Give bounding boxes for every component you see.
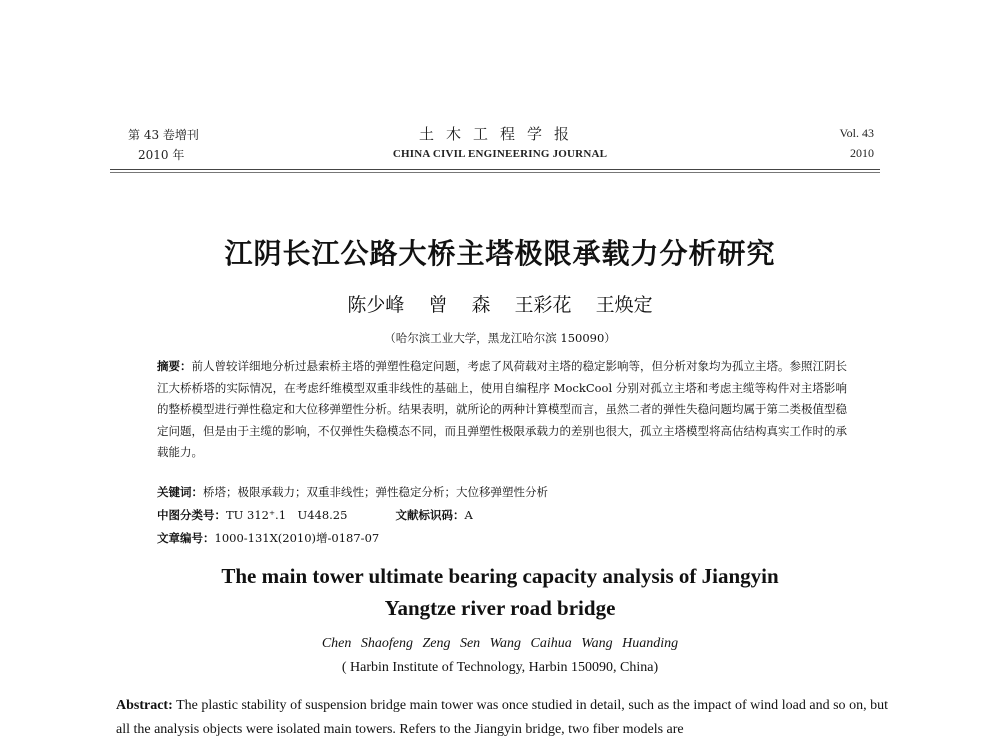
keywords-cn xyxy=(157,484,847,500)
paper-title-en-line1: The main tower ultimate bearing capacity analysis of Jiangyin xyxy=(221,564,779,588)
journal-name-en: CHINA CIVIL ENGINEERING JOURNAL xyxy=(392,148,608,160)
paper-title-cn: 江阴长江公路大桥主塔极限承载力分析研究 xyxy=(224,237,776,270)
volume-label-en: Vol. 43 xyxy=(839,126,874,140)
keywords-cn-text: 桥塔；极限承载力；双重非线性；弹性稳定分析；大位移弹塑性分析 xyxy=(203,485,548,499)
journal-name-cn: 土木工程学报 xyxy=(418,125,581,143)
authors-cn: 陈少峰 曾 森 王彩花 王焕定 xyxy=(347,294,653,316)
abstract-cn-text: 前人曾较详细地分析过悬索桥主塔的弹塑性稳定问题，考虑了风荷载对主塔的稳定影响等，但分析对象均为孤立主塔。参照江阴长江大桥桥塔的实际情况，在考虑纤维模型双重非线性的基础上，使用自编程序 MockCool 分别对孤立主塔和考虑主缆等构件对主塔影响的整桥模型进行弹性稳定和大位移弹塑性分析。结果表明，就所论的两种计算模型而言，虽然二者的弹性失稳问题均属于第二类极值型稳定问题，但是由于主缆的影响，不仅弹性失稳模态不同，而且弹塑性极限承载力的差别也很大，孤立主塔模型将高估结构真实工作时的承载能力。 xyxy=(157,359,847,459)
abstract-cn-label: 摘要： xyxy=(157,359,192,373)
doc-code-value: A xyxy=(464,508,473,522)
clc-label: 中图分类号： xyxy=(157,508,226,522)
article-no-label: 文章编号： xyxy=(157,531,215,545)
article-no-value: 1000-131X(2010)增-0187-07 xyxy=(214,531,380,545)
affiliation-en: ( Harbin Institute of Technology, Harbin 150090, China) xyxy=(341,660,659,675)
journal-volume-info xyxy=(840,123,874,163)
abstract-cn xyxy=(157,356,847,464)
year-label-cn: 2010 年 xyxy=(138,148,185,162)
header-rule-thick xyxy=(110,169,880,170)
abstract-en-label: Abstract: xyxy=(116,698,173,713)
volume-label-cn: 第 43 卷增刊 xyxy=(128,128,199,142)
affiliation-cn: （哈尔滨工业大学，黑龙江哈尔滨 150090） xyxy=(384,331,616,345)
keywords-cn-label: 关键词： xyxy=(157,485,203,499)
authors-en: Chen Shaofeng Zeng Sen Wang Caihua Wang Huanding xyxy=(321,636,679,651)
clc-value: TU 312⁺.1 U448.25 xyxy=(226,508,348,522)
classification-line xyxy=(157,507,847,523)
abstract-en xyxy=(116,694,888,742)
abstract-en-text: The plastic stability of suspension bridge main tower was once studied in detail, such as the impact of wind load and so on, but all the analysis objects were isolated main towers. Refers to the Jiangyin bridge, two fiber models are xyxy=(116,698,889,737)
article-number-line xyxy=(157,530,847,546)
header-rule-thin xyxy=(110,172,880,173)
year-label-en: 2010 xyxy=(850,146,874,160)
paper-title-en xyxy=(0,560,1000,624)
doc-code-label: 文献标识码： xyxy=(395,508,465,522)
paper-title-en-line2: Yangtze river road bridge xyxy=(384,596,616,620)
